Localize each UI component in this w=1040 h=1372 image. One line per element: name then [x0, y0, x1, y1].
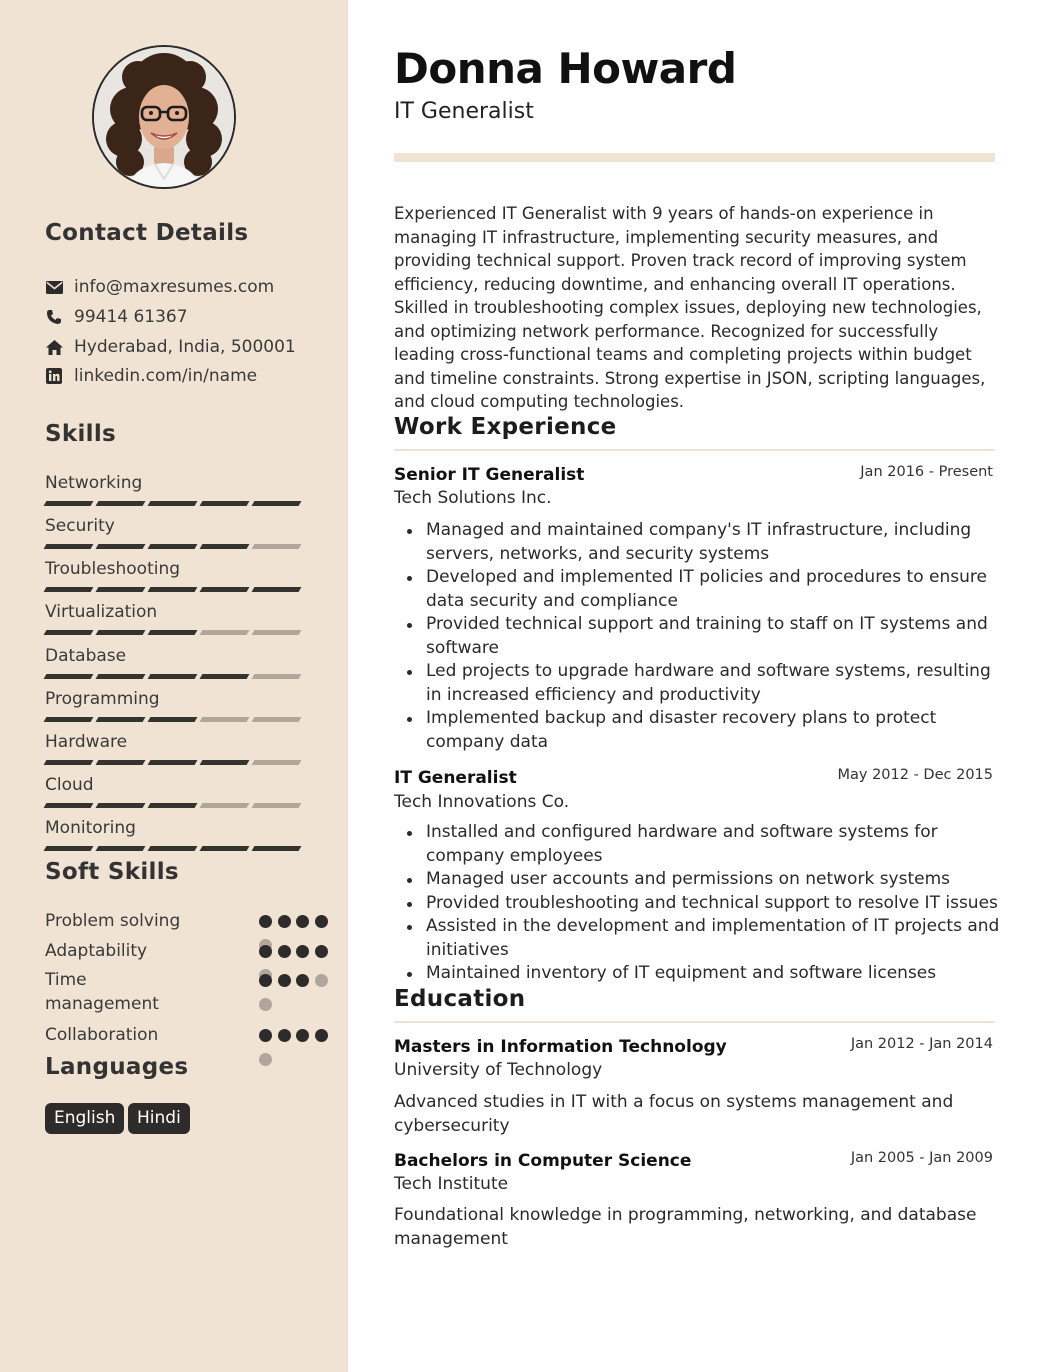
- soft-skill-dot: [278, 915, 291, 928]
- skill-level-segment: [96, 717, 146, 722]
- skill-level-segment: [96, 803, 146, 808]
- soft-skill-name: Time management: [45, 970, 159, 1014]
- edu-school: University of Technology: [394, 1060, 603, 1080]
- skill-level-bar: [45, 846, 305, 851]
- soft-skill-dot: [296, 915, 309, 928]
- skills-heading: Skills: [45, 421, 117, 447]
- skill-level-bar: [45, 630, 305, 635]
- skill-level-segment: [44, 630, 94, 635]
- soft-skill-dot: [259, 998, 272, 1011]
- skill-level-segment: [148, 501, 198, 506]
- skill-level-segment: [96, 760, 146, 765]
- contact-address-text: Hyderabad, India, 500001: [74, 337, 296, 357]
- skill-item: [45, 601, 305, 635]
- skill-level-segment: [148, 717, 198, 722]
- skill-level-segment: [96, 587, 146, 592]
- skill-name: Security: [45, 516, 115, 536]
- skill-level-segment: [44, 674, 94, 679]
- skill-level-bar: [45, 544, 305, 549]
- avatar-illustration: [94, 47, 234, 187]
- list-item: Provided technical support and training to staff on IT systems and software: [426, 613, 1001, 660]
- skill-level-segment: [252, 803, 302, 808]
- summary-paragraph: Experienced IT Generalist with 9 years of hands-on experience in managing IT infrastructure, implementing security measures, and providing technical support. Proven track record of improving system efficiency, reducing downtime, and enhancing overall IT operations. Skilled in troubleshooting complex issues, deploying new technologies, and optimizing network performance. Recognized for successfully leading cross-functional teams and completing projects within budget and timeline constraints. Strong expertise in JSON, scripting languages, and cloud computing technologies.: [394, 204, 986, 411]
- skill-level-segment: [200, 630, 250, 635]
- skill-level-segment: [44, 587, 94, 592]
- soft-skill-name: Collaboration: [45, 1025, 159, 1045]
- skill-level-bar: [45, 760, 305, 765]
- soft-skill-name: Problem solving: [45, 911, 181, 931]
- skill-level-segment: [148, 846, 198, 851]
- skill-item: [45, 688, 305, 722]
- skill-level-bar: [45, 803, 305, 808]
- soft-skill-dot: [296, 945, 309, 958]
- skill-level-segment: [252, 587, 302, 592]
- skill-level-segment: [96, 846, 146, 851]
- skill-level-bar: [45, 587, 305, 592]
- soft-skill-name: Adaptability: [45, 941, 148, 961]
- skill-level-segment: [252, 501, 302, 506]
- skill-level-segment: [96, 630, 146, 635]
- edu-degree: Bachelors in Computer Science: [394, 1151, 692, 1171]
- soft-skill-dot: [259, 1029, 272, 1042]
- soft-skill-dot: [296, 1029, 309, 1042]
- skill-level-segment: [252, 630, 302, 635]
- skill-item: [45, 774, 305, 808]
- skill-level-segment: [148, 630, 198, 635]
- skill-level-segment: [200, 846, 250, 851]
- contact-linkedin-text: linkedin.com/in/name: [74, 366, 258, 386]
- skill-name: Virtualization: [45, 602, 158, 622]
- skill-level-segment: [96, 674, 146, 679]
- education-heading: Education: [394, 986, 526, 1012]
- skill-name: Troubleshooting: [45, 559, 181, 579]
- job-bullets: [426, 821, 1001, 986]
- list-item: Led projects to upgrade hardware and software systems, resulting in increased efficiency and productivity: [426, 660, 1001, 707]
- skill-level-segment: [96, 501, 146, 506]
- phone-icon: [45, 308, 63, 326]
- soft-skill-dot: [315, 974, 328, 987]
- contact-email-text: info@maxresumes.com: [74, 277, 275, 297]
- job-dates: Jan 2016 - Present: [860, 464, 993, 480]
- linkedin-icon: [45, 367, 63, 385]
- work-heading: Work Experience: [394, 414, 617, 440]
- skill-name: Programming: [45, 689, 160, 709]
- skill-level-segment: [200, 544, 250, 549]
- job-dates: May 2012 - Dec 2015: [837, 767, 993, 783]
- languages-heading: Languages: [45, 1054, 189, 1080]
- candidate-title: IT Generalist: [394, 99, 534, 124]
- skill-item: [45, 645, 305, 679]
- skill-level-segment: [44, 803, 94, 808]
- list-item: Implemented backup and disaster recovery plans to protect company data: [426, 707, 1001, 754]
- skill-level-segment: [44, 544, 94, 549]
- skill-level-segment: [252, 846, 302, 851]
- envelope-icon: [45, 278, 63, 296]
- list-item: Managed user accounts and permissions on network systems: [426, 868, 1001, 892]
- contact-linkedin[interactable]: [45, 364, 257, 388]
- soft-skill-dot: [278, 1029, 291, 1042]
- skill-level-segment: [252, 760, 302, 765]
- education-divider: [394, 1021, 995, 1023]
- soft-skill-dot: [315, 915, 328, 928]
- edu-description: Foundational knowledge in programming, networking, and database management: [394, 1205, 977, 1249]
- language-badge-english: English: [45, 1103, 124, 1134]
- skill-item: [45, 472, 305, 506]
- skill-level-segment: [96, 544, 146, 549]
- edu-dates: Jan 2012 - Jan 2014: [850, 1036, 993, 1052]
- skill-level-segment: [252, 674, 302, 679]
- soft-skill-dot: [315, 945, 328, 958]
- soft-skill-dot: [278, 974, 291, 987]
- skill-name: Database: [45, 646, 127, 666]
- skill-level-segment: [44, 717, 94, 722]
- skill-level-segment: [148, 803, 198, 808]
- job-bullets: [426, 519, 1001, 754]
- soft-skill-dot: [259, 945, 272, 958]
- soft-skill-dot: [315, 1029, 328, 1042]
- skill-item: [45, 731, 305, 765]
- skill-level-segment: [200, 760, 250, 765]
- skill-level-segment: [44, 760, 94, 765]
- list-item: Maintained inventory of IT equipment and software licenses: [426, 962, 1001, 986]
- edu-degree: Masters in Information Technology: [394, 1037, 727, 1057]
- home-icon: [45, 338, 63, 356]
- skill-level-segment: [148, 544, 198, 549]
- skill-level-segment: [44, 846, 94, 851]
- edu-dates: Jan 2005 - Jan 2009: [850, 1150, 993, 1166]
- skill-name: Monitoring: [45, 818, 136, 838]
- profile-photo: [92, 45, 236, 189]
- list-item: Installed and configured hardware and software systems for company employees: [426, 821, 1001, 868]
- soft-skill-dot: [259, 915, 272, 928]
- skill-name: Hardware: [45, 732, 128, 752]
- contact-address: [45, 335, 296, 359]
- sidebar: [0, 0, 348, 1372]
- skill-item: [45, 817, 305, 851]
- skill-level-segment: [252, 544, 302, 549]
- contact-phone-text: 99414 61367: [74, 307, 188, 327]
- language-badge-hindi: Hindi: [128, 1103, 190, 1134]
- skill-name: Networking: [45, 473, 143, 493]
- skill-name: Cloud: [45, 775, 94, 795]
- skill-level-bar: [45, 674, 305, 679]
- skill-level-segment: [200, 674, 250, 679]
- skill-level-segment: [200, 803, 250, 808]
- soft-skills-heading: Soft Skills: [45, 859, 179, 885]
- skill-item: [45, 558, 305, 592]
- skill-level-bar: [45, 501, 305, 506]
- skill-level-segment: [148, 587, 198, 592]
- contact-heading: Contact Details: [45, 220, 249, 246]
- list-item: Assisted in the development and implementation of IT projects and initiatives: [426, 915, 1001, 962]
- header-divider: [394, 153, 995, 162]
- list-item: Provided troubleshooting and technical support to resolve IT issues: [426, 892, 1001, 916]
- contact-phone[interactable]: [45, 305, 188, 329]
- skill-item: [45, 515, 305, 549]
- skill-level-segment: [200, 587, 250, 592]
- list-item: Managed and maintained company's IT infrastructure, including servers, networks, and security systems: [426, 519, 1001, 566]
- skill-level-segment: [200, 501, 250, 506]
- skill-level-segment: [148, 674, 198, 679]
- skill-level-segment: [252, 717, 302, 722]
- list-item: Developed and implemented IT policies and procedures to ensure data security and compliance: [426, 566, 1001, 613]
- soft-skill-dot: [259, 974, 272, 987]
- skill-level-bar: [45, 717, 305, 722]
- soft-skill-dot: [259, 1053, 272, 1066]
- contact-email[interactable]: [45, 275, 274, 299]
- job-company: Tech Solutions Inc.: [394, 488, 552, 508]
- skill-level-segment: [200, 717, 250, 722]
- skill-level-segment: [44, 501, 94, 506]
- soft-skill-dot: [296, 974, 309, 987]
- candidate-name: Donna Howard: [394, 44, 737, 93]
- edu-school: Tech Institute: [394, 1174, 509, 1194]
- job-role: Senior IT Generalist: [394, 465, 585, 485]
- work-divider: [394, 449, 995, 451]
- edu-description: Advanced studies in IT with a focus on systems management and cybersecurity: [394, 1092, 954, 1136]
- job-role: IT Generalist: [394, 768, 517, 788]
- job-company: Tech Innovations Co.: [394, 792, 570, 812]
- skill-level-segment: [148, 760, 198, 765]
- soft-skill-dot: [278, 945, 291, 958]
